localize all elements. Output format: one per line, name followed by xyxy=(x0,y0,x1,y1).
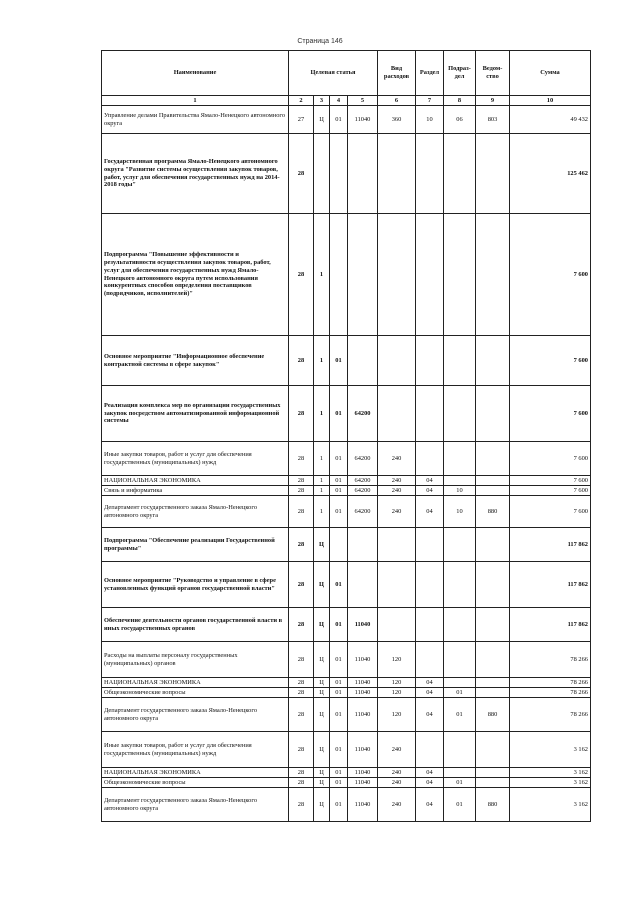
col-header-target-article: Целевая статья xyxy=(289,51,378,96)
row-code-cell: 240 xyxy=(378,768,416,778)
column-number: 8 xyxy=(444,96,476,106)
row-code-cell: 28 xyxy=(289,698,314,732)
table-row xyxy=(102,688,591,698)
row-code-cell: 11040 xyxy=(348,778,378,788)
table-row xyxy=(102,768,591,778)
table-row xyxy=(102,562,591,608)
row-code-cell: 360 xyxy=(378,106,416,134)
table-row xyxy=(102,778,591,788)
row-code-cell: 120 xyxy=(378,688,416,698)
row-code-cell xyxy=(444,562,476,608)
table-row xyxy=(102,386,591,442)
col-header-section: Раздел xyxy=(416,51,444,96)
row-code-cell: 28 xyxy=(289,442,314,476)
table-row xyxy=(102,486,591,496)
row-code-cell: 01 xyxy=(444,788,476,822)
row-code-cell: Ц xyxy=(314,106,330,134)
row-code-cell: 11040 xyxy=(348,678,378,688)
row-code-cell: Ц xyxy=(314,778,330,788)
row-code-cell xyxy=(348,336,378,386)
row-sum-cell: 125 462 xyxy=(510,134,591,214)
header-row xyxy=(102,51,591,96)
row-code-cell xyxy=(476,386,510,442)
row-code-cell: 11040 xyxy=(348,788,378,822)
row-code-cell: 1 xyxy=(314,496,330,528)
table-row xyxy=(102,336,591,386)
row-code-cell: 64200 xyxy=(348,386,378,442)
row-code-cell: Ц xyxy=(314,688,330,698)
table-row xyxy=(102,788,591,822)
row-name-cell: Основное мероприятие "Руководство и управление в сфере установленных функций органов государственной власти" xyxy=(102,562,289,608)
row-code-cell: Ц xyxy=(314,608,330,642)
row-name-cell: Обеспечение деятельности органов государственной власти в иных государственных органов xyxy=(102,608,289,642)
row-code-cell: 240 xyxy=(378,442,416,476)
row-name-cell: Подпрограмма "Обеспечение реализации Государственной программы" xyxy=(102,528,289,562)
column-number: 9 xyxy=(476,96,510,106)
row-code-cell: 04 xyxy=(416,678,444,688)
row-code-cell xyxy=(444,528,476,562)
row-code-cell xyxy=(314,134,330,214)
row-code-cell xyxy=(476,642,510,678)
row-name-cell: Основное мероприятие "Информационное обеспечение контрактной системы в сфере закупок" xyxy=(102,336,289,386)
row-code-cell xyxy=(444,386,476,442)
row-code-cell: Ц xyxy=(314,788,330,822)
row-code-cell: Ц xyxy=(314,698,330,732)
row-code-cell: 10 xyxy=(444,496,476,528)
row-sum-cell: 7 600 xyxy=(510,336,591,386)
row-code-cell: 120 xyxy=(378,642,416,678)
col-header-expense-type: Вид расходов xyxy=(378,51,416,96)
row-sum-cell: 3 162 xyxy=(510,768,591,778)
row-code-cell xyxy=(444,214,476,336)
row-code-cell: 28 xyxy=(289,678,314,688)
row-code-cell: 28 xyxy=(289,134,314,214)
row-code-cell xyxy=(416,214,444,336)
table-row xyxy=(102,642,591,678)
row-name-cell: Связь и информатика xyxy=(102,486,289,496)
column-number: 2 xyxy=(289,96,314,106)
row-code-cell xyxy=(378,336,416,386)
row-sum-cell: 117 862 xyxy=(510,562,591,608)
row-name-cell: Иные закупки товаров, работ и услуг для обеспечения государственных (муниципальных) нужд xyxy=(102,732,289,768)
row-code-cell: 11040 xyxy=(348,642,378,678)
row-code-cell xyxy=(416,562,444,608)
row-name-cell: Департамент государственного заказа Ямало-Ненецкого автономного округа xyxy=(102,788,289,822)
row-sum-cell: 7 600 xyxy=(510,476,591,486)
row-code-cell xyxy=(378,134,416,214)
row-code-cell: 28 xyxy=(289,642,314,678)
row-sum-cell: 7 600 xyxy=(510,442,591,476)
row-code-cell: 28 xyxy=(289,768,314,778)
row-code-cell xyxy=(476,486,510,496)
row-code-cell xyxy=(348,528,378,562)
row-name-cell: НАЦИОНАЛЬНАЯ ЭКОНОМИКА xyxy=(102,768,289,778)
row-code-cell: 01 xyxy=(330,442,348,476)
row-code-cell: 240 xyxy=(378,496,416,528)
row-code-cell xyxy=(444,642,476,678)
row-sum-cell: 78 266 xyxy=(510,642,591,678)
row-code-cell xyxy=(476,562,510,608)
column-number: 1 xyxy=(102,96,289,106)
table-row xyxy=(102,214,591,336)
row-code-cell xyxy=(444,732,476,768)
table-row xyxy=(102,528,591,562)
row-code-cell xyxy=(444,476,476,486)
row-code-cell: 28 xyxy=(289,336,314,386)
row-code-cell: 64200 xyxy=(348,476,378,486)
row-code-cell: 01 xyxy=(330,562,348,608)
row-code-cell: 04 xyxy=(416,768,444,778)
row-code-cell xyxy=(444,678,476,688)
row-code-cell: 240 xyxy=(378,732,416,768)
row-code-cell: 880 xyxy=(476,788,510,822)
table-row xyxy=(102,442,591,476)
col-header-sum: Сумма xyxy=(510,51,591,96)
row-name-cell: НАЦИОНАЛЬНАЯ ЭКОНОМИКА xyxy=(102,476,289,486)
row-sum-cell: 78 266 xyxy=(510,688,591,698)
row-code-cell: 120 xyxy=(378,698,416,732)
row-code-cell xyxy=(378,562,416,608)
row-sum-cell: 7 600 xyxy=(510,386,591,442)
row-code-cell: 28 xyxy=(289,778,314,788)
table-row xyxy=(102,678,591,688)
row-code-cell xyxy=(330,214,348,336)
row-code-cell: 1 xyxy=(314,386,330,442)
row-code-cell xyxy=(476,678,510,688)
col-header-department: Ведом-ство xyxy=(476,51,510,96)
row-code-cell: 803 xyxy=(476,106,510,134)
row-code-cell xyxy=(476,476,510,486)
row-code-cell: 01 xyxy=(330,788,348,822)
row-code-cell: 28 xyxy=(289,788,314,822)
row-code-cell: 01 xyxy=(330,688,348,698)
row-code-cell: 28 xyxy=(289,608,314,642)
row-code-cell: 04 xyxy=(416,688,444,698)
row-code-cell xyxy=(476,442,510,476)
row-code-cell: 11040 xyxy=(348,106,378,134)
table-row xyxy=(102,698,591,732)
row-code-cell: Ц xyxy=(314,528,330,562)
page-number: Страница 146 xyxy=(297,38,343,45)
column-number: 7 xyxy=(416,96,444,106)
row-code-cell: 10 xyxy=(416,106,444,134)
row-sum-cell: 7 600 xyxy=(510,486,591,496)
row-code-cell: 01 xyxy=(330,678,348,688)
row-name-cell: Общеэкономические вопросы xyxy=(102,688,289,698)
row-code-cell xyxy=(416,608,444,642)
row-code-cell: 240 xyxy=(378,788,416,822)
row-sum-cell: 3 162 xyxy=(510,788,591,822)
row-code-cell: 01 xyxy=(444,688,476,698)
row-code-cell xyxy=(444,134,476,214)
row-code-cell: 27 xyxy=(289,106,314,134)
table-row xyxy=(102,496,591,528)
row-code-cell: 1 xyxy=(314,442,330,476)
row-code-cell: 11040 xyxy=(348,608,378,642)
row-code-cell xyxy=(476,732,510,768)
budget-table xyxy=(101,50,591,822)
row-code-cell xyxy=(348,214,378,336)
row-code-cell xyxy=(378,608,416,642)
row-sum-cell: 78 266 xyxy=(510,678,591,688)
row-code-cell: 01 xyxy=(330,608,348,642)
row-code-cell: Ц xyxy=(314,732,330,768)
row-code-cell: 01 xyxy=(444,698,476,732)
row-code-cell: 04 xyxy=(416,486,444,496)
row-code-cell: 28 xyxy=(289,528,314,562)
column-number: 10 xyxy=(510,96,591,106)
row-code-cell xyxy=(476,214,510,336)
row-code-cell: 01 xyxy=(330,386,348,442)
row-code-cell: 01 xyxy=(330,642,348,678)
row-code-cell: 01 xyxy=(444,778,476,788)
column-number: 5 xyxy=(348,96,378,106)
row-code-cell: 28 xyxy=(289,486,314,496)
row-sum-cell: 3 162 xyxy=(510,778,591,788)
row-code-cell xyxy=(416,442,444,476)
row-code-cell: 04 xyxy=(416,778,444,788)
row-sum-cell: 78 266 xyxy=(510,698,591,732)
row-name-cell: Государственная программа Ямало-Ненецкого автономного округа "Развитие системы осуществления закупок товаров, работ, услуг для обеспечения государственных нужд на 2014-2018 годы" xyxy=(102,134,289,214)
row-code-cell: 1 xyxy=(314,336,330,386)
row-code-cell: 1 xyxy=(314,486,330,496)
row-code-cell xyxy=(444,768,476,778)
row-code-cell xyxy=(416,336,444,386)
row-code-cell: 28 xyxy=(289,476,314,486)
row-code-cell xyxy=(476,528,510,562)
row-sum-cell: 117 862 xyxy=(510,528,591,562)
row-code-cell: 01 xyxy=(330,476,348,486)
row-code-cell: 1 xyxy=(314,476,330,486)
row-code-cell: 01 xyxy=(330,732,348,768)
row-code-cell: Ц xyxy=(314,642,330,678)
row-name-cell: Иные закупки товаров, работ и услуг для обеспечения государственных (муниципальных) нужд xyxy=(102,442,289,476)
row-code-cell xyxy=(476,768,510,778)
row-code-cell xyxy=(476,336,510,386)
row-code-cell xyxy=(330,134,348,214)
row-name-cell: Общеэкономические вопросы xyxy=(102,778,289,788)
row-code-cell xyxy=(378,214,416,336)
row-sum-cell: 49 432 xyxy=(510,106,591,134)
row-code-cell xyxy=(444,336,476,386)
row-code-cell: 64200 xyxy=(348,486,378,496)
row-code-cell: 01 xyxy=(330,486,348,496)
row-code-cell: 06 xyxy=(444,106,476,134)
table-body xyxy=(102,106,591,822)
row-name-cell: Департамент государственного заказа Ямало-Ненецкого автономного округа xyxy=(102,496,289,528)
row-code-cell: 01 xyxy=(330,778,348,788)
row-code-cell: 880 xyxy=(476,698,510,732)
row-name-cell: Управление делами Правительства Ямало-Ненецкого автономного округа xyxy=(102,106,289,134)
row-code-cell xyxy=(416,528,444,562)
row-code-cell: 28 xyxy=(289,214,314,336)
column-number: 3 xyxy=(314,96,330,106)
row-code-cell: 04 xyxy=(416,698,444,732)
row-code-cell: 240 xyxy=(378,476,416,486)
row-code-cell xyxy=(378,386,416,442)
row-code-cell: 01 xyxy=(330,496,348,528)
row-code-cell xyxy=(476,134,510,214)
row-code-cell: 64200 xyxy=(348,496,378,528)
table-row xyxy=(102,732,591,768)
row-code-cell: Ц xyxy=(314,678,330,688)
row-name-cell: НАЦИОНАЛЬНАЯ ЭКОНОМИКА xyxy=(102,678,289,688)
table-row xyxy=(102,106,591,134)
row-code-cell: 28 xyxy=(289,386,314,442)
row-sum-cell: 7 600 xyxy=(510,214,591,336)
row-code-cell xyxy=(348,134,378,214)
col-header-name: Наименование xyxy=(102,51,289,96)
row-code-cell: 28 xyxy=(289,688,314,698)
row-code-cell xyxy=(476,608,510,642)
row-code-cell: 01 xyxy=(330,698,348,732)
row-code-cell: 11040 xyxy=(348,698,378,732)
row-code-cell: 240 xyxy=(378,778,416,788)
column-number: 4 xyxy=(330,96,348,106)
table-row xyxy=(102,608,591,642)
row-code-cell xyxy=(476,778,510,788)
row-name-cell: Подпрограмма "Повышение эффективности и результативности осуществления закупок товаров, работ, услуг для обеспечения государственных нужд Ямало-Ненецкого автономного округа путем использования конкурентных способов определения поставщиков (подрядчиков, исполнителей)" xyxy=(102,214,289,336)
row-code-cell xyxy=(444,608,476,642)
row-code-cell: 240 xyxy=(378,486,416,496)
row-code-cell: 120 xyxy=(378,678,416,688)
row-name-cell: Департамент государственного заказа Ямало-Ненецкого автономного округа xyxy=(102,698,289,732)
row-code-cell xyxy=(476,688,510,698)
row-name-cell: Расходы на выплаты персоналу государственных (муниципальных) органов xyxy=(102,642,289,678)
row-code-cell: 11040 xyxy=(348,732,378,768)
row-code-cell: 11040 xyxy=(348,688,378,698)
row-code-cell: 10 xyxy=(444,486,476,496)
row-code-cell xyxy=(444,442,476,476)
row-code-cell: 11040 xyxy=(348,768,378,778)
row-code-cell: Ц xyxy=(314,768,330,778)
row-code-cell xyxy=(416,732,444,768)
row-name-cell: Реализация комплекса мер по организации государственных закупок посредством автоматизированной информационной системы xyxy=(102,386,289,442)
table-row xyxy=(102,476,591,486)
row-code-cell: Ц xyxy=(314,562,330,608)
row-code-cell xyxy=(378,528,416,562)
row-code-cell: 1 xyxy=(314,214,330,336)
row-code-cell: 04 xyxy=(416,476,444,486)
row-code-cell xyxy=(348,562,378,608)
col-header-subsection: Подраз-дел xyxy=(444,51,476,96)
row-sum-cell: 7 600 xyxy=(510,496,591,528)
row-code-cell: 28 xyxy=(289,562,314,608)
column-number: 6 xyxy=(378,96,416,106)
table-row xyxy=(102,134,591,214)
row-code-cell: 64200 xyxy=(348,442,378,476)
row-sum-cell: 3 162 xyxy=(510,732,591,768)
row-sum-cell: 117 862 xyxy=(510,608,591,642)
row-code-cell: 01 xyxy=(330,768,348,778)
row-code-cell xyxy=(416,134,444,214)
row-code-cell: 28 xyxy=(289,732,314,768)
row-code-cell: 01 xyxy=(330,106,348,134)
column-number-row xyxy=(102,96,591,106)
row-code-cell: 04 xyxy=(416,496,444,528)
row-code-cell xyxy=(416,642,444,678)
row-code-cell xyxy=(416,386,444,442)
row-code-cell xyxy=(330,528,348,562)
row-code-cell: 880 xyxy=(476,496,510,528)
row-code-cell: 01 xyxy=(330,336,348,386)
row-code-cell: 04 xyxy=(416,788,444,822)
row-code-cell: 28 xyxy=(289,496,314,528)
